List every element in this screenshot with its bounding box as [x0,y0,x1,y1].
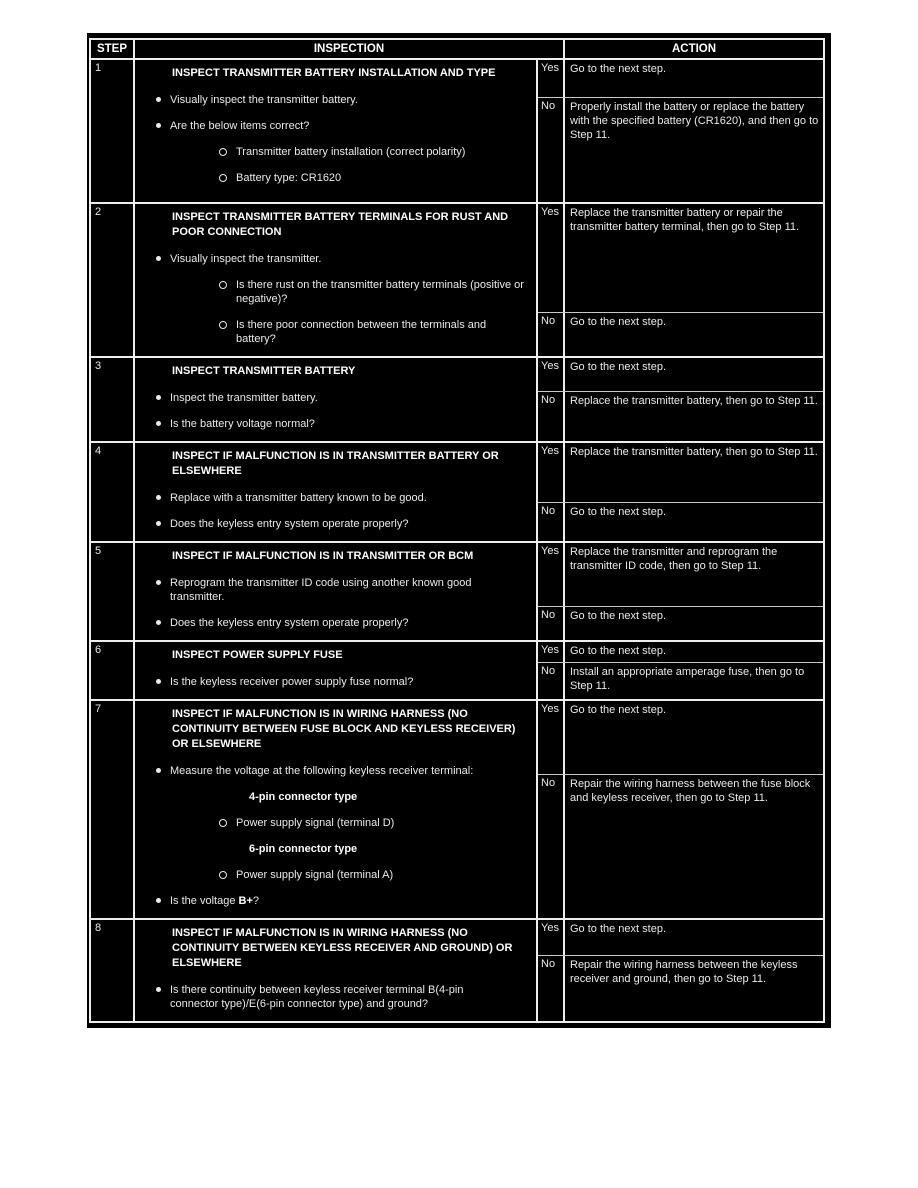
inspection-items [135,391,528,431]
inspection-item-text: 4-pin connector type [249,791,358,803]
circle-icon [219,148,227,156]
action-text: Replace the transmitter battery or repair the transmitter battery terminal, then go to Step 11. [570,207,800,233]
action-row-no [538,503,823,541]
inspection-item-text: Replace with a transmitter battery known to be good. [170,492,427,504]
verdict-label: No [538,775,565,918]
inspection-item-bullet [135,252,528,266]
inspection-item-bullet [135,894,528,908]
action-text: Replace the transmitter and reprogram the transmitter ID code, then go to Step 11. [570,546,778,572]
circle-icon [219,819,227,827]
table-row [91,543,823,642]
action-row-yes [538,701,823,775]
action-row-yes [538,642,823,663]
bullet-icon [156,256,161,261]
step-number: 2 [95,206,102,218]
table-row [91,358,823,443]
inspection-heading: INSPECT TRANSMITTER BATTERY [172,365,356,377]
action-cell [538,920,823,1021]
bullet-icon [156,679,161,684]
inspection-heading: INSPECT IF MALFUNCTION IS IN TRANSMITTER BATTERY OR ELSEWHERE [172,450,499,477]
step-number: 8 [95,922,102,934]
circle-icon [219,174,227,182]
verdict-label: No [538,392,565,441]
inspection-item-text: Is there poor connection between the terminals and battery? [236,319,487,345]
inspection-item-text: Is the battery voltage normal? [170,418,315,430]
bullet-icon [156,421,161,426]
action-row-yes [538,443,823,503]
bullet-icon [156,495,161,500]
action-row-no [538,392,823,441]
step-cell [91,920,135,1021]
inspection-cell [135,701,538,918]
verdict-label: No [538,956,565,1021]
verdict-label: Yes [538,358,565,391]
bullet-icon [156,898,161,903]
step-number: 6 [95,644,102,656]
verdict-label: Yes [538,920,565,955]
action-row-yes [538,543,823,607]
inspection-item-text: 6-pin connector type [249,843,358,855]
table-row [91,60,823,204]
inspection-item-text: Power supply signal (terminal A) [236,869,394,881]
bullet-icon [156,768,161,773]
action-row-no [538,663,823,699]
inspection-item-text: Measure the voltage at the following keyless receiver terminal: [170,765,474,777]
action-text: Go to the next step. [570,609,667,622]
inspection-heading: INSPECT TRANSMITTER BATTERY TERMINALS FOR RUST AND POOR CONNECTION [172,211,509,238]
circle-icon [219,281,227,289]
action-row-yes [538,204,823,313]
inspection-item-bullet [135,517,528,531]
inspection-item-bullet [135,983,528,1011]
table-row [91,920,823,1021]
action-cell [538,701,823,918]
inspection-item-bullet [135,119,528,133]
bullet-icon [156,521,161,526]
action-row-no [538,775,823,918]
inspection-item-circle [135,868,528,882]
inspection-item-bullet [135,491,528,505]
inspection-item-bullet [135,764,528,778]
inspection-heading: INSPECT POWER SUPPLY FUSE [172,649,343,661]
bullet-icon [156,123,161,128]
table-row [91,443,823,543]
inspection-item-bullet [135,391,528,405]
inspection-item-text: Power supply signal (terminal D) [236,817,395,829]
bullet-icon [156,395,161,400]
inspection-item-text: Is there continuity between keyless receiver terminal B(4-pin connector type)/E(6-pin connector type) and ground? [170,984,464,1010]
action-text: Go to the next step. [570,645,667,657]
verdict-label: No [538,503,565,541]
action-cell [538,358,823,441]
header-inspection: INSPECTION [135,40,565,58]
verdict-label: Yes [538,204,565,312]
action-row-no [538,98,823,202]
inspection-heading: INSPECT TRANSMITTER BATTERY INSTALLATION AND TYPE [172,67,496,79]
verdict-label: No [538,313,565,356]
step-cell [91,204,135,356]
action-text: Install an appropriate amperage fuse, then go to Step 11. [570,666,805,692]
inspection-item-text: Does the keyless entry system operate properly? [170,617,409,629]
action-cell [538,642,823,699]
table-frame [89,38,825,1023]
inspection-heading: INSPECT IF MALFUNCTION IS IN TRANSMITTER OR BCM [172,550,474,562]
inspection-items [135,252,528,346]
action-text: Go to the next step. [570,704,667,716]
inspection-item-text: Visually inspect the transmitter battery. [170,94,358,106]
inspection-item-text: Is the keyless receiver power supply fuse normal? [170,676,414,688]
inspection-item-bullet [135,576,528,604]
action-text: Replace the transmitter battery, then go to Step 11. [570,395,818,408]
bullet-icon [156,620,161,625]
action-cell [538,204,823,356]
verdict-label: Yes [538,701,565,774]
inspection-item-text: Is the voltage B+? [170,895,259,907]
action-text: Repair the wiring harness between the keyless receiver and ground, then go to Step 11. [570,958,798,985]
step-cell [91,642,135,699]
inspection-cell [135,60,538,202]
circle-icon [219,321,227,329]
inspection-item-text: Transmitter battery installation (correct polarity) [236,146,466,158]
inspection-heading: INSPECT IF MALFUNCTION IS IN WIRING HARNESS (NO CONTINUITY BETWEEN KEYLESS RECEIVER AND GROUND) OR ELSEWHERE [172,927,513,969]
action-text: Properly install the battery or replace the battery with the specified battery (CR1620), and then go to Step 11. [570,101,819,142]
action-row-no [538,607,823,640]
inspection-item-bullet [135,675,528,689]
inspection-item-text: Does the keyless entry system operate properly? [170,518,409,530]
action-text: Go to the next step. [570,315,667,328]
verdict-label: No [538,607,565,640]
circle-icon [219,871,227,879]
step-number: 5 [95,545,102,557]
bullet-icon [156,97,161,102]
inspection-item-text: Visually inspect the transmitter. [170,253,322,265]
inspection-item-text: Battery type: CR1620 [236,172,342,184]
inspection-item-subhead [135,842,528,856]
bullet-icon [156,580,161,585]
inspection-cell [135,443,538,541]
inspection-item-circle [135,145,528,159]
action-text: Repair the wiring harness between the fuse block and keyless receiver, then go to Step 11. [570,778,811,805]
action-row-yes [538,920,823,956]
step-number: 4 [95,445,102,457]
step-number: 1 [95,62,102,74]
inspection-item-subhead [135,790,528,804]
inspection-cell [135,920,538,1021]
table-row [91,204,823,358]
table-row [91,642,823,701]
inspection-items [135,491,528,531]
step-cell [91,443,135,541]
action-cell [538,543,823,640]
inspection-item-circle [135,318,528,346]
step-cell [91,60,135,202]
inspection-cell [135,358,538,441]
header-step: STEP [91,40,135,58]
inspection-cell [135,642,538,699]
step-cell [91,543,135,640]
troubleshooting-table [87,33,831,1028]
inspection-item-circle [135,278,528,306]
inspection-item-bullet [135,93,528,107]
inspection-item-bullet [135,417,528,431]
inspection-items [135,576,528,630]
verdict-label: Yes [538,60,565,97]
verdict-label: Yes [538,543,565,606]
action-text: Go to the next step. [570,361,667,373]
inspection-items [135,675,528,689]
action-text: Go to the next step. [570,505,667,518]
table-row [91,701,823,920]
inspection-item-text: Reprogram the transmitter ID code using another known good transmitter. [170,577,472,603]
inspection-items [135,983,528,1011]
inspection-item-text: Inspect the transmitter battery. [170,392,318,404]
inspection-items [135,93,528,185]
step-number: 7 [95,703,102,715]
verdict-label: No [538,663,565,699]
inspection-item-bullet [135,616,528,630]
action-text: Replace the transmitter battery, then go to Step 11. [570,446,818,458]
inspection-item-text: Are the below items correct? [170,120,310,132]
inspection-item-text: Is there rust on the transmitter battery terminals (positive or negative)? [236,279,524,305]
step-cell [91,358,135,441]
inspection-heading: INSPECT IF MALFUNCTION IS IN WIRING HARNESS (NO CONTINUITY BETWEEN FUSE BLOCK AND KEYLESS RECEIVER) OR ELSEWHERE [172,708,516,750]
step-number: 3 [95,360,102,372]
table-header-row [91,40,823,60]
inspection-cell [135,204,538,356]
action-row-yes [538,60,823,98]
verdict-label: Yes [538,443,565,502]
action-row-no [538,956,823,1021]
inspection-item-circle [135,816,528,830]
action-text: Go to the next step. [570,63,667,75]
table-body [91,60,823,1021]
bullet-icon [156,987,161,992]
step-cell [91,701,135,918]
verdict-label: No [538,98,565,202]
action-cell [538,443,823,541]
action-cell [538,60,823,202]
header-action: ACTION [671,43,717,55]
inspection-items [135,764,528,908]
action-text: Go to the next step. [570,923,667,935]
inspection-cell [135,543,538,640]
verdict-label: Yes [538,642,565,662]
action-row-yes [538,358,823,392]
action-row-no [538,313,823,356]
inspection-item-circle [135,171,528,185]
